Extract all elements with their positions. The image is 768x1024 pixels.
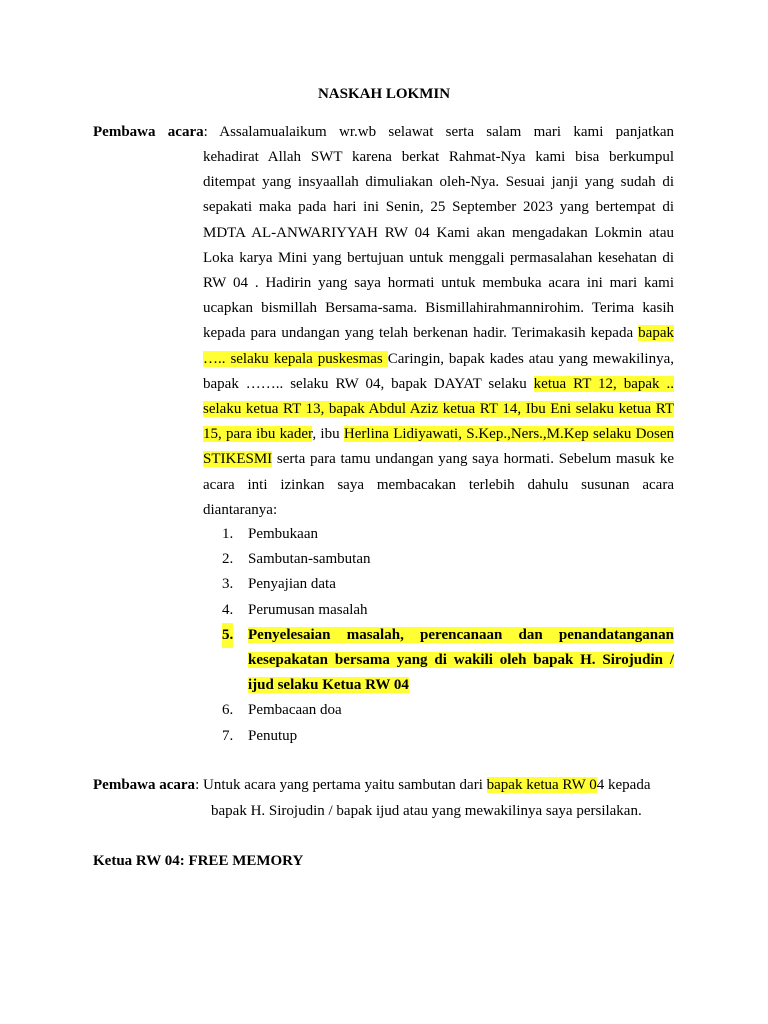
- agenda-item-text: Penyelesaian masalah, perencanaan dan penandatanganan kesepakatan bersama yang di wakili oleh bapak H. Sirojudin / ijud selaku Ketua RW 04: [248, 626, 674, 694]
- section1-highlight-2: ketua RT 12, bapak .. selaku ketua RT 13, bapak Abdul Aziz ketua RT 14, Ibu Eni selaku ketua RT 15, para ibu kader: [203, 375, 674, 443]
- section2-text-1: : Untuk acara yang pertama yaitu sambutan dari: [195, 777, 487, 793]
- agenda-item: [222, 698, 674, 723]
- agenda-item-text: Sambutan-sambutan: [248, 551, 371, 568]
- agenda-item: [222, 522, 674, 547]
- agenda-item-text: Penyajian data: [248, 576, 336, 593]
- agenda-item-number: 4.: [222, 601, 234, 618]
- agenda-item: [222, 724, 674, 749]
- section1-paragraph: [203, 145, 674, 523]
- agenda-item: [222, 547, 674, 572]
- section2-speaker: Pembawa acara: [93, 777, 196, 793]
- agenda-item-text: Penutup: [248, 727, 298, 744]
- section2-text-2: 4 kepada: [596, 777, 651, 793]
- agenda-item-number: 6.: [222, 702, 234, 719]
- agenda-item-number: 7.: [222, 727, 234, 744]
- agenda-item-number: 1.: [222, 526, 234, 542]
- section2-second-line: bapak H. Sirojudin / bapak ijud atau yang mewakilinya saya persilakan.: [211, 803, 642, 819]
- agenda-item-text: Pembukaan: [248, 526, 318, 542]
- section1-line1: Assalamualaikum wr.wb selawat serta salam mari kami panjatkan: [219, 124, 674, 140]
- agenda-item-text: Perumusan masalah: [248, 601, 368, 618]
- agenda-item-number: 2.: [222, 551, 234, 568]
- agenda-item-number: 3.: [222, 576, 234, 593]
- agenda-list: [222, 522, 674, 749]
- section1-highlight-3: Herlina Lidiyawati, S.Kep.,Ners.,M.Kep selaku Dosen STIKESMI: [203, 426, 674, 468]
- agenda-item: [222, 572, 674, 597]
- agenda-item-highlighted: [222, 623, 674, 699]
- section1-text-3: , ibu: [312, 426, 344, 443]
- agenda-item-number: 5.: [222, 623, 233, 648]
- agenda-item: [222, 598, 674, 623]
- section1-first-line: Pembawa acara: Assalamualaikum wr.wb selawat serta salam mari kami panjatkan: [93, 124, 674, 140]
- section1-text-4: serta para tamu undangan yang saya hormati. Sebelum masuk ke acara inti izinkan saya membacakan terlebih dahulu susunan acara diantaranya:: [203, 451, 674, 518]
- agenda-item-text: Pembacaan doa: [248, 702, 342, 719]
- section1-speaker: Pembawa acara: [93, 124, 204, 140]
- section2-first-line: [93, 773, 693, 798]
- section3-heading: Ketua RW 04: FREE MEMORY: [93, 853, 304, 869]
- section1-text-1: kehadirat Allah SWT karena berkat Rahmat-Nya kami bisa berkumpul ditempat yang insyaallah dimuliakan oleh-Nya. Sesuai janji yang sudah di sepakati maka pada hari ini Senin, 25 September 2023 yang bertempat di MDTA AL-ANWARIYYAH RW 04 Kami akan mengadakan Lokmin atau Loka karya Mini yang bertujuan untuk menggali permasalahan kesehatan di RW 04 . Hadirin yang saya hormati untuk membuka acara ini mari kami ucapkan bismillah Bersama-sama. Bismillahirahmannirohim. Terima kasih kepada para undangan yang telah berkenan hadir. Terimakasih kepada: [203, 149, 674, 342]
- section1-highlight-1: bapak ….. selaku kepala puskesmas: [203, 325, 674, 367]
- section1-text-2: Caringin, bapak kades atau yang mewakilinya, bapak …….. selaku RW 04, bapak DAYAT selaku: [203, 350, 674, 392]
- section2-highlight: bapak ketua RW 0: [486, 777, 597, 793]
- document-title: NASKAH LOKMIN: [317, 86, 451, 102]
